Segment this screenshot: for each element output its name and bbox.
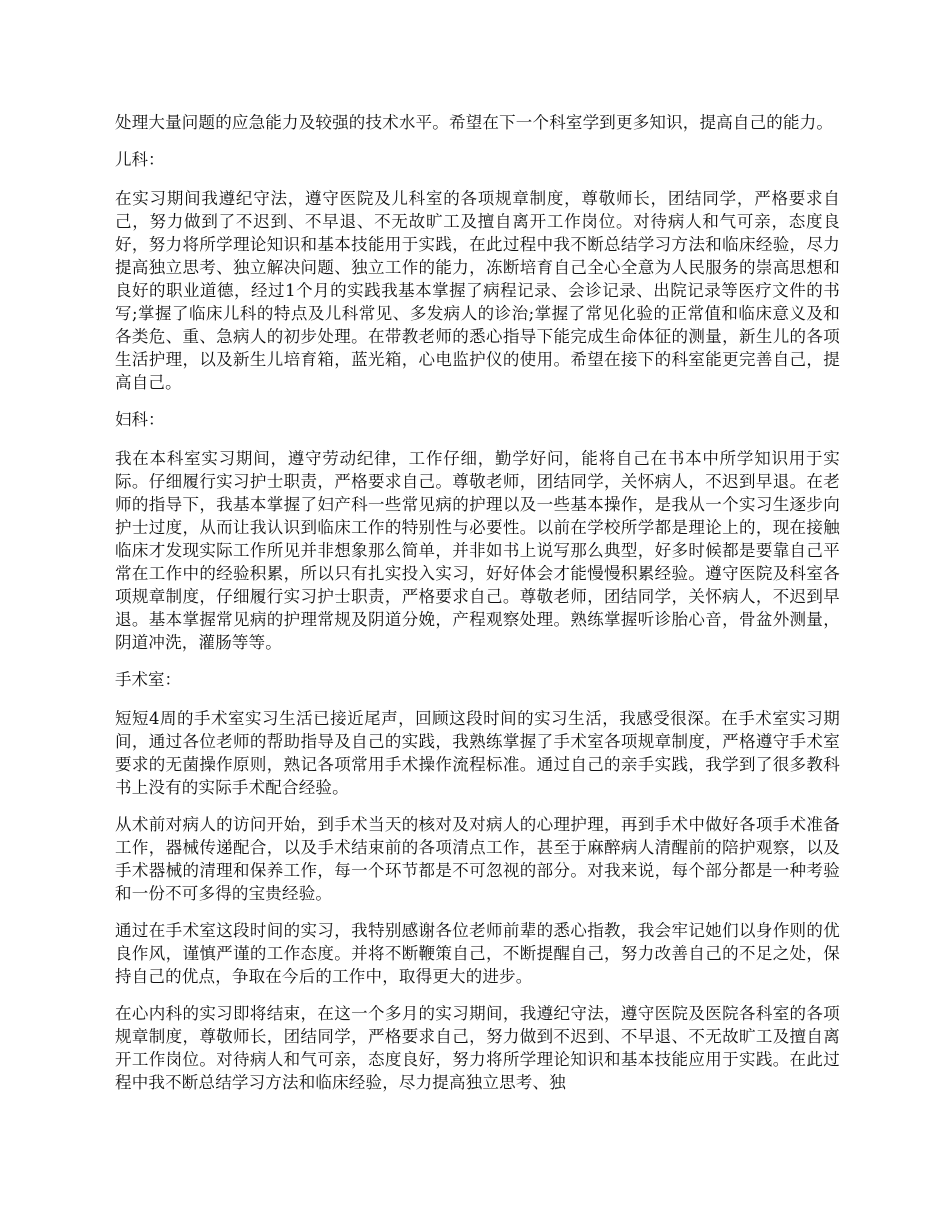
paragraph-operating-room-2: 从术前对病人的访问开始，到手术当天的核对及对病人的心理护理，再到手术中做好各项手术准备工作，器械传递配合，以及手术结束前的各项清点工作，甚至于麻醉病人清醒前的陪护观察，以及手术器械的清理和保养工作，每一个环节都是不可忽视的部分。对我来说，每个部分都是一种考验和一份不可多得的宝贵经验。 [115,815,840,903]
paragraph-gynecology: 我在本科室实习期间，遵守劳动纪律，工作仔细，勤学好问，能将自己在书本中所学知识用于实际。仔细履行实习护士职责，严格要求自己。尊敬老师，团结同学，关怀病人，不迟到早退。在老师的指导下，我基本掌握了妇产科一些常见病的护理以及一些基本操作，是我从一个实习生逐步向护士过度，从而让我认识到临床工作的特别性与必要性。以前在学校所学都是理论上的，现在接触临床才发现实际工作所见并非想象那么简单，并非如书上说写那么典型，好多时候都是要靠自己平常在工作中的经验积累，所以只有扎实投入实习，好好体会才能慢慢积累经验。遵守医院及科室各项规章制度，仔细履行实习护士职责，严格要求自己。尊敬老师，团结同学，关怀病人，不迟到早退。基本掌握常见病的护理常规及阴道分娩，产程观察处理。熟练掌握听诊胎心音，骨盆外测量，阴道冲洗，灌肠等等。 [115,449,840,652]
section-heading-gynecology: 妇科： [115,410,165,429]
paragraph-operating-room-3: 通过在手术室这段时间的实习，我特别感谢各位老师前辈的悉心指教，我会牢记她们以身作则的优良作风，谨慎严谨的工作态度。并将不断鞭策自己，不断提醒自己，努力改善自己的不足之处，保持自己的优点，争取在今后的工作中，取得更大的进步。 [115,921,840,986]
paragraph-pediatrics: 在实习期间我遵纪守法，遵守医院及儿科室的各项规章制度，尊敬师长，团结同学，严格要求自己，努力做到了不迟到、不早退、不无故旷工及擅自离开工作岗位。对待病人和气可亲，态度良好，努力将所学理论知识和基本技能用于实践，在此过程中我不断总结学习方法和临床经验，尽力提高独立思考、独立解决问题、独立工作的能力，冻断培育自己全心全意为人民服务的崇高思想和良好的职业道德，经过1个月的实践我基本掌握了病程记录、会诊记录、出院记录等医疗文件的书写;掌握了临床儿科的特点及儿科常见、多发病人的诊治;掌握了常见化验的正常值和临床意义及和各类危、重、急病人的初步处理。在带教老师的悉心指导下能完成生命体征的测量，新生儿的各项生活护理，以及新生儿培育箱，蓝光箱，心电监护仪的使用。希望在接下的科室能更完善自己，提高自己。 [115,189,840,392]
section-heading-operating-room: 手术室： [115,670,181,689]
section-heading-pediatrics: 儿科： [115,150,165,169]
paragraph-operating-room-1: 短短4周的手术室实习生活已接近尾声，回顾这段时间的实习生活，我感受很深。在手术室实习期间，通过各位老师的帮助指导及自己的实践，我熟练掌握了手术室各项规章制度，严格遵守手术室要求的无菌操作原则，熟记各项常用手术操作流程标准。通过自己的亲手实践，我学到了很多教科书上没有的实际手术配合经验。 [115,709,840,797]
document-page [115,111,840,1108]
paragraph-intro: 处理大量问题的应急能力及较强的技术水平。希望在下一个科室学到更多知识，提高自己的能力。 [115,113,834,132]
paragraph-cardiology: 在心内科的实习即将结束，在这一个多月的实习期间，我遵纪守法，遵守医院及医院各科室的各项规章制度，尊敬师长，团结同学，严格要求自己，努力做到不迟到、不早退、不无故旷工及擅自离开工作岗位。对待病人和气可亲，态度良好，努力将所学理论知识和基本技能应用于实践。在此过程中我不断总结学习方法和临床经验，尽力提高独立思考、独 [115,1004,840,1092]
